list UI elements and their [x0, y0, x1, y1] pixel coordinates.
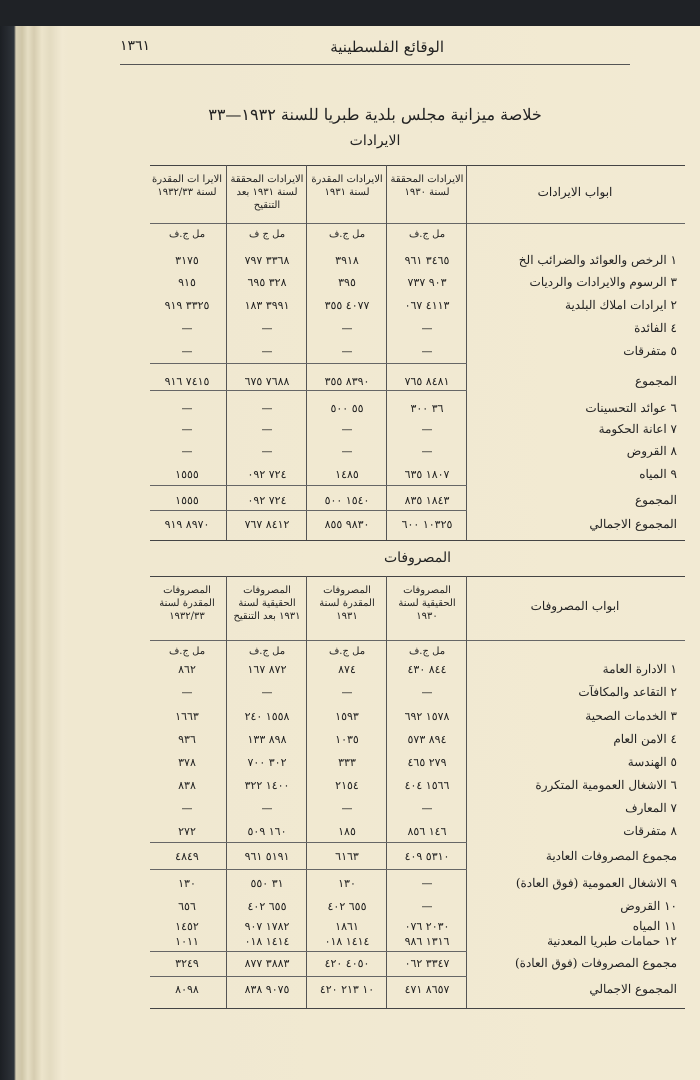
table-cell: ٣٩٩١ ١٨٣: [244, 299, 290, 312]
row-label: المجموع: [635, 374, 677, 388]
table-cell: —: [421, 802, 433, 815]
column-rule: [306, 576, 307, 1008]
header-bottom-rule: [150, 223, 685, 224]
table-cell: ٢٠٣٠ ٠٧٦: [404, 920, 450, 933]
document-title: خلاصة ميزانية مجلس بلدية طبريا للسنة ١٩٣٢—٣٣: [208, 105, 542, 124]
table-cell: ٣٢٨ ٦٩٥: [247, 276, 287, 289]
column-rule: [386, 576, 387, 1008]
table-cell: ٥٥ ٥٠٠: [330, 402, 364, 415]
table-cell: ٨٤٤ ٤٣٠: [407, 663, 447, 676]
table-cell: ١٤١٤ ٠١٨: [324, 935, 370, 948]
table-cell: ٣١ ٥٥٠: [250, 877, 284, 890]
table-cell: ٨٧٢ ١٦٧: [247, 663, 287, 676]
table-cell: ١٤١٤ ٠١٨: [244, 935, 290, 948]
column-rule: [466, 165, 467, 540]
table-cell: ١٥٥٥: [175, 494, 199, 507]
table-cell: —: [341, 345, 353, 358]
table-cell: ١٠٣٥: [335, 733, 359, 746]
table-cell: ١٨٤٣ ٨٣٥: [404, 494, 450, 507]
table-cell: —: [181, 802, 193, 815]
table-cell: ٨٣٨: [178, 779, 196, 792]
table-cell: ٨٩٧٠ ٩١٩: [164, 518, 210, 531]
column-units: مل ج.ف: [328, 229, 366, 240]
table-cell: ٧٢٤ ٠٩٢: [247, 494, 287, 507]
table-cell: ٨٠٩٨: [175, 983, 199, 996]
revenue-section-title: الايرادات: [349, 133, 401, 149]
table-cell: ٩٣٦: [178, 733, 196, 746]
table-cell: ٣٣٢٥ ٩١٩: [164, 299, 210, 312]
table-cell: ٣٣٤٧ ٠٦٢: [404, 957, 450, 970]
table-cell: —: [421, 445, 433, 458]
column-units: مل ج ف: [248, 229, 286, 240]
row-label: ٥ الهندسة: [627, 755, 677, 769]
table-cell: ٣٩٥: [338, 276, 356, 289]
table-cell: ٨٤٨١ ٧٦٥: [404, 375, 450, 388]
row-label: ٩ الاشغال العمومية (فوق العادة): [515, 876, 677, 890]
row-label: مجموع المصروفات العادية: [545, 849, 677, 863]
table-cell: —: [421, 686, 433, 699]
table-cell: ٤٨٤٩: [175, 850, 199, 863]
row-label: ١ الادارة العامة: [602, 662, 677, 676]
total-rule: [150, 951, 467, 952]
table-cell: ٣٤٦٥ ٩٦١: [404, 254, 450, 267]
column-header: المصروفات المقدرة لسنة ١٩٣٢/٣٣: [159, 585, 215, 622]
column-units: مل ج.ف: [328, 646, 366, 657]
table-cell: —: [341, 445, 353, 458]
row-label: المجموع الاجمالي: [589, 982, 677, 996]
table-cell: ١٠٣٢٥ ٦٠٠: [401, 518, 453, 531]
total-rule: [150, 510, 467, 511]
row-label: ٣ الرسوم والايرادات والرديات: [529, 275, 677, 289]
table-cell: —: [261, 686, 273, 699]
total-rule: [150, 869, 467, 870]
row-label: ١٠ القروض: [620, 899, 677, 913]
total-rule: [150, 363, 467, 364]
table-cell: ١٣٠: [338, 877, 356, 890]
table-cell: ١٦٦٣: [175, 710, 199, 723]
top-border: [0, 0, 700, 26]
row-label: ٨ القروض: [626, 444, 677, 458]
expenditure-table: [150, 576, 685, 1008]
total-rule: [150, 485, 467, 486]
table-cell: ٧٤١٥ ٩١٦: [164, 375, 210, 388]
table-cell: —: [421, 345, 433, 358]
table-cell: —: [261, 402, 273, 415]
table-cell: —: [261, 322, 273, 335]
table-cell: ٣٢٤٩: [175, 957, 199, 970]
column-header: الايرا ات المقدرة لسنة ١٩٣٢/٣٣: [151, 174, 223, 198]
table-cell: ٧٦٨٨ ٦٧٥: [244, 375, 290, 388]
table-bottom-rule: [150, 540, 685, 541]
row-label: ٩ المياه: [639, 467, 677, 481]
table-cell: ١٤٥٢: [175, 920, 199, 933]
table-cell: ٦٥٥ ٤٠٢: [327, 900, 367, 913]
table-cell: —: [421, 322, 433, 335]
total-rule: [150, 842, 467, 843]
table-cell: —: [181, 345, 193, 358]
row-label: المجموع الاجمالي: [589, 517, 677, 531]
column-header: الايرادات المحققة لسنة ١٩٣١ بعد التنقيح: [230, 174, 304, 211]
column-units: مل ج.ف: [408, 229, 446, 240]
table-top-rule: [150, 165, 685, 166]
table-cell: —: [421, 423, 433, 436]
row-label: المجموع: [635, 493, 677, 507]
table-cell: ٩١٥: [178, 276, 196, 289]
table-cell: ١٥٦٦ ٤٠٤: [404, 779, 450, 792]
table-cell: ٨٩٤ ٥٧٣: [407, 733, 447, 746]
table-cell: ٣٩١٨: [335, 254, 359, 267]
row-label: ٨ متفرقات: [623, 824, 677, 838]
table-cell: —: [261, 802, 273, 815]
column-units: مل ج.ف: [168, 229, 206, 240]
table-cell: ٤١١٣ ٠٦٧: [404, 299, 450, 312]
row-label: ١١ المياه: [632, 919, 677, 933]
column-units: مل ج.ف: [168, 646, 206, 657]
table-cell: ١٠ ٢١٣ ٤٢٠: [319, 983, 375, 996]
table-cell: ١٥٤٠ ٥٠٠: [324, 494, 370, 507]
column-rule: [226, 576, 227, 1008]
table-cell: ٨٩٨ ١٣٣: [247, 733, 287, 746]
table-cell: —: [341, 802, 353, 815]
table-cell: ١٥٧٨ ٦٩٢: [404, 710, 450, 723]
table-cell: ٨٤١٢ ٧٦٧: [244, 518, 290, 531]
table-cell: —: [261, 423, 273, 436]
table-cell: ١٥٥٨ ٢٤٠: [244, 710, 290, 723]
row-header: ابواب المصروفات: [530, 599, 620, 613]
table-cell: —: [261, 345, 273, 358]
column-header: المصروفات المقدرة لسنة ١٩٣١: [319, 585, 375, 622]
row-label: ٧ اعانة الحكومة: [598, 422, 677, 436]
row-label: ٤ الفائدة: [634, 321, 677, 335]
table-cell: ٥٣١٠ ٤٠٩: [404, 850, 450, 863]
table-cell: —: [421, 877, 433, 890]
row-label: ١٢ حمامات طبريا المعدنية: [547, 934, 677, 948]
table-cell: ٣٦ ٣٠٠: [410, 402, 444, 415]
row-header: ابواب الايرادات: [537, 185, 613, 199]
row-label: ٢ التقاعد والمكافآت: [578, 685, 677, 699]
table-cell: ٣١٧٥: [175, 254, 199, 267]
revenue-table: [150, 165, 685, 540]
row-label: ٣ الخدمات الصحية: [585, 709, 677, 723]
column-header: الايرادات المقدرة لسنة ١٩٣١: [311, 174, 383, 198]
table-cell: ١٠١١: [175, 935, 199, 948]
row-label: ٥ متفرقات: [623, 344, 677, 358]
table-bottom-rule: [150, 1008, 685, 1009]
table-cell: ١٨٠٧ ٦٣٥: [404, 468, 450, 481]
table-cell: —: [341, 322, 353, 335]
table-cell: —: [341, 423, 353, 436]
table-cell: ١٤٠٠ ٣٢٢: [244, 779, 290, 792]
table-cell: —: [421, 900, 433, 913]
table-cell: —: [181, 322, 193, 335]
table-cell: —: [181, 445, 193, 458]
column-rule: [466, 576, 467, 1008]
table-cell: ٣٨٨٣ ٨٧٧: [244, 957, 290, 970]
table-top-rule: [150, 576, 685, 577]
table-cell: ٣٣٦٨ ٧٩٧: [244, 254, 290, 267]
table-cell: —: [341, 686, 353, 699]
table-cell: ٨٦٢: [178, 663, 196, 676]
row-label: مجموع المصروفات (فوق العادة): [514, 956, 677, 970]
table-cell: ١٥٥٥: [175, 468, 199, 481]
page-number: ١٣٦١: [120, 38, 151, 54]
table-cell: ٥١٩١ ٩٦١: [244, 850, 290, 863]
column-units: مل ج.ف: [248, 646, 286, 657]
table-cell: ١٨٥: [338, 825, 356, 838]
table-cell: ١٤٨٥: [335, 468, 359, 481]
table-cell: ٦٥٦: [178, 900, 196, 913]
table-cell: ٨٧٤: [338, 663, 356, 676]
header-bottom-rule: [150, 640, 685, 641]
table-cell: ١٣٠: [178, 877, 196, 890]
column-rule: [386, 165, 387, 540]
table-cell: ٨٣٩٠ ٣٥٥: [324, 375, 370, 388]
column-units: مل ج.ف: [408, 646, 446, 657]
table-cell: ٤٠٧٧ ٣٥٥: [324, 299, 370, 312]
table-cell: ٤٠٥٠ ٤٢٠: [324, 957, 370, 970]
table-cell: ٣٠٢ ٧٠٠: [247, 756, 287, 769]
row-label: ٤ الامن العام: [613, 732, 677, 746]
column-rule: [226, 165, 227, 540]
row-label: ٧ المعارف: [625, 801, 677, 815]
table-cell: ٦١٦٣: [335, 850, 359, 863]
table-cell: ١٦٠ ٥٠٩: [247, 825, 287, 838]
table-cell: ٩٨٣٠ ٨٥٥: [324, 518, 370, 531]
table-cell: ٢٧٢: [178, 825, 196, 838]
table-cell: ١٨٦١: [335, 920, 359, 933]
table-cell: ١٥٩٣: [335, 710, 359, 723]
table-cell: —: [181, 423, 193, 436]
column-header: المصروفات الحقيقية لسنة ١٩٣٠: [398, 585, 456, 622]
row-label: ٢ ايرادات املاك البلدية: [565, 298, 677, 312]
table-cell: ٣٧٨: [178, 756, 196, 769]
table-cell: ١٧٨٢ ٩٠٧: [244, 920, 290, 933]
table-cell: ٨٦٥٧ ٤٧١: [404, 983, 450, 996]
total-rule: [150, 390, 467, 391]
table-cell: —: [261, 445, 273, 458]
total-rule: [150, 976, 467, 977]
row-label: ١ الرخص والعوائد والضرائب الخ: [518, 253, 677, 267]
table-cell: —: [181, 686, 193, 699]
table-cell: —: [181, 402, 193, 415]
table-cell: ٩٠٧٥ ٨٣٨: [244, 983, 290, 996]
table-cell: ٩٠٣ ٧٣٧: [407, 276, 447, 289]
table-cell: ٦٥٥ ٤٠٢: [247, 900, 287, 913]
expenditure-section-title: المصروفات: [383, 550, 451, 566]
table-cell: ٢١٥٤: [335, 779, 359, 792]
table-cell: ١٣١٦ ٩٨٦: [404, 935, 450, 948]
column-header: المصروفات الحقيقية لسنة ١٩٣١ بعد التنقيح: [233, 585, 301, 622]
gazette-title: الوقائع الفلسطينية: [330, 38, 444, 56]
table-cell: ٢٧٩ ٤٦٥: [407, 756, 447, 769]
row-label: ٦ الاشغال العمومية المتكررة: [535, 778, 677, 792]
table-cell: ٣٣٣: [338, 756, 356, 769]
running-header: [120, 34, 630, 65]
table-cell: ٧٢٤ ٠٩٢: [247, 468, 287, 481]
column-header: الايرادات المحققة لسنة ١٩٣٠: [390, 174, 464, 198]
row-label: ٦ عوائد التحسينات: [585, 401, 677, 415]
column-rule: [306, 165, 307, 540]
table-cell: ١٤٦ ٨٥٦: [407, 825, 447, 838]
